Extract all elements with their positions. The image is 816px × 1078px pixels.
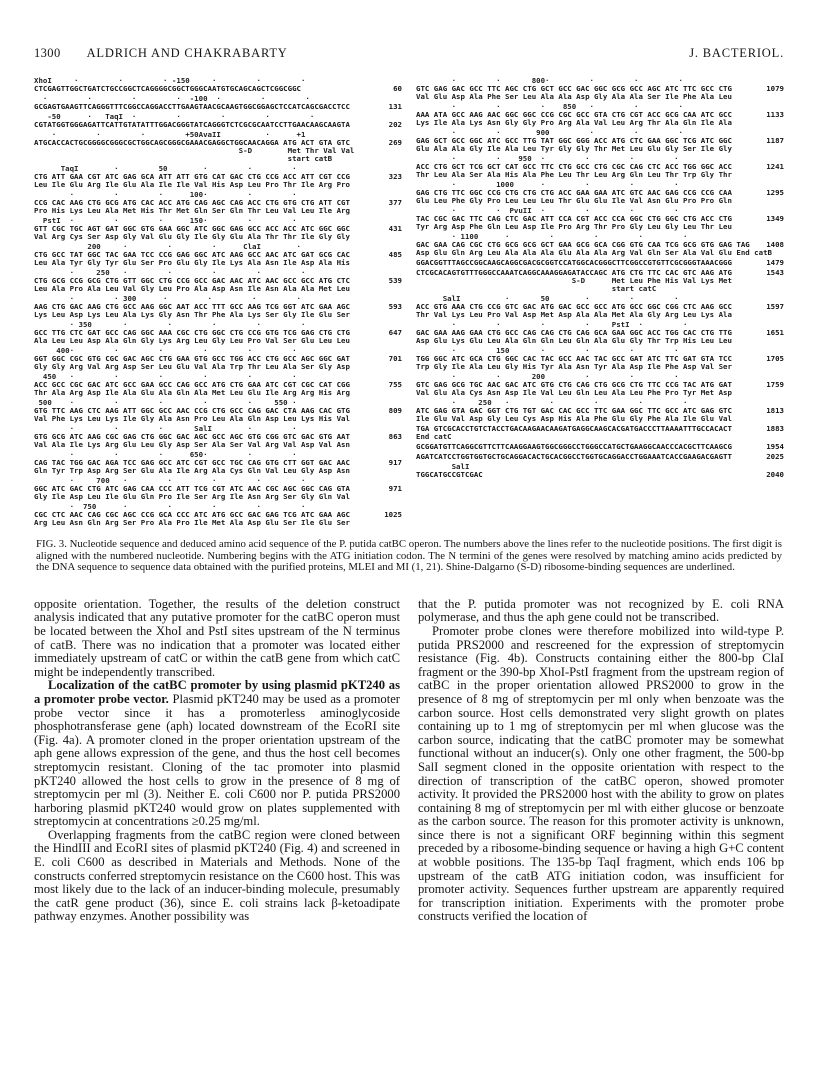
position-number: 593: [388, 302, 402, 311]
nucleotide-sequence: GTC GAG GCG TGC AAC GAC ATC GTG CTG CAG CTG GCG CTG TTC CCG TAC ATG GAT: [416, 381, 732, 389]
nucleotide-sequence: AAG CTG GAC AAG CTG GCC AAG GGC AAT ACC TTT GCC AAG TCG GGT ATC GAA AGC: [34, 303, 350, 311]
position-markers: · · · 650· · ·: [34, 451, 297, 459]
nucleotide-line: [416, 215, 784, 223]
position-number: 1133: [766, 110, 784, 119]
sequence-block: [416, 373, 784, 397]
amino-acid-sequence: Trp Gly Ile Ala Leu Gly His Tyr Ala Asn Tyr Ala Asp Ile Phe Asp Val Ser: [416, 363, 732, 371]
sequence-block: [34, 451, 402, 475]
sequence-block: [34, 425, 402, 449]
position-number: 809: [388, 406, 402, 415]
amino-acid-sequence: S-D Met Thr Val Val: [34, 147, 355, 155]
position-markers: SalI: [416, 463, 470, 471]
amino-acid-sequence: Lys Leu Asp Lys Leu Ala Lys Gly Asn Thr Phe Ala Lys Ser Gly Ile Glu Ser: [34, 311, 350, 319]
nucleotide-line: [34, 277, 402, 285]
nucleotide-line: [416, 425, 784, 433]
sequence-block: [416, 155, 784, 179]
nucleotide-sequence: ACC CTG GCT TCG GCT CAT GCC TTC CTG GCC CTG CGC CAG CTC ACC TGG GGC ACC: [416, 163, 732, 171]
position-markers: 500 · · · · · 550 ·: [34, 399, 297, 407]
sequence-block: [34, 77, 402, 93]
nucleotide-sequence: GGACGGTTTAGCCGGCAAGCAGGCGACGCGGTCCATGGCACGGGCTTCGGCCGTGTTCGCGGGTAAACGGG: [416, 259, 732, 267]
nucleotide-sequence: CTG GCC TAT GGC TAC GAA TCC CCG GAG GGC ATC AAG GCC AAC ATC GAT GCG CAC: [34, 251, 350, 259]
position-number: 701: [388, 354, 402, 363]
position-number: 1295: [766, 188, 784, 197]
sequence-block: [416, 443, 784, 451]
nucleotide-line: [34, 485, 402, 493]
sequence-block: [416, 453, 784, 461]
sequence-block: [34, 503, 402, 527]
position-markers: · 150 · · · ·: [416, 347, 679, 355]
nucleotide-sequence: AGATCATCCTGGTGGTGCTGCAGGACACTGCACGGCCTGGTGCAGGACCTGGAAATCACCGAAGACGAGTT: [416, 453, 732, 461]
amino-acid-sequence: Glu Ala Ala Gly Ile Ala Leu Tyr Gly Gly Thr Met Leu Glu Gly Ser Ile Gly: [416, 145, 732, 153]
position-number: 269: [388, 138, 402, 147]
nucleotide-sequence: GCGAGTGAAGTTCAGGGTTTCGGCCAGGACCTTGAAGTAACGCAAGTGGCGGAGCTCCATCAGCGACCTCC: [34, 103, 350, 111]
amino-acid-sequence: Arg Leu Asn Gln Arg Ser Pro Ala Pro Ile Met Ala Asp Glu Ser Ile Glu Ser: [34, 519, 350, 527]
sequence-block: [34, 477, 402, 501]
position-number: 1349: [766, 214, 784, 223]
amino-acid-sequence: Thr Leu Ala Ser Ala His Ala Phe Leu Thr Leu Arg Gln Leu Thr Trp Gly Thr: [416, 171, 732, 179]
position-number: 1079: [766, 84, 784, 93]
sequence-block: [416, 129, 784, 153]
position-number: 1883: [766, 424, 784, 433]
sequence-block: [34, 217, 402, 241]
position-markers: · 700 · · · · ·: [34, 477, 306, 485]
sequence-block: [416, 233, 784, 257]
nucleotide-line: [34, 173, 402, 181]
paragraph: Overlapping fragments from the catBC region were cloned between the HindIII and EcoRI sites of plasmid pKT240 (Fig. 4) and screened in E. coli C600 as described in Materials and Methods. None of the constructs conferred streptomycin resistance on the C600 host. This was most likely due to the lack of an inducer-binding molecule, presumably the catR gene product (36), since E. coli strains lack β-ketoadipate pathway enzymes. Another possibility was: [34, 827, 400, 924]
nucleotide-line: [34, 199, 402, 207]
sequence-block: [416, 425, 784, 441]
nucleotide-line: [416, 329, 784, 337]
nucleotide-line: [34, 225, 402, 233]
position-number: 1705: [766, 354, 784, 363]
sequence-block: [416, 269, 784, 293]
position-markers: · 1100 · · · · ·: [416, 233, 688, 241]
nucleotide-sequence: GGT GGC CGC GTG CGC GAC AGC CTG GAA GTG GCC TGG ACC CTG GCC AGC GGC GAT: [34, 355, 350, 363]
position-markers: · · · 850 · · ·: [416, 103, 683, 111]
nucleotide-sequence: GCGGATGTTCAGGCGTTCTTCAAGGAAGTGGCGGGCCTGGGCCATGCTGAAGGCAACCCACGCTTCAAGCG: [416, 443, 732, 451]
position-markers: · · 200 · · ·: [416, 373, 679, 381]
nucleotide-sequence: AAA ATA GCC AAG AAC GGC GGC CCG CGC GCC GTA CTG CGT ACC GCG CAA ATC GCC: [416, 111, 732, 119]
nucleotide-line: [34, 303, 402, 311]
nucleotide-line: [34, 407, 402, 415]
nucleotide-sequence: ATGCACCACTGCGGGGCGGGCGCTGGCAGCGGGCGAAACGAGGCTGGCAACAGGA ATG ACT GTA GTC: [34, 139, 350, 147]
sequence-block: [34, 399, 402, 423]
nucleotide-sequence: GGC ATC GAC CTG ATC GAG CAA CCC ATT TCG CGT ATC AAC CGC AGC GGC CAG GTA: [34, 485, 350, 493]
section-heading: Localization of the catBC promoter by using plasmid pKT240 as a promoter probe vector.: [34, 678, 400, 706]
position-markers: 450 · · · · · ·: [34, 373, 297, 381]
amino-acid-sequence: Val Phe Lys Leu Lys Ile Gly Ala Asn Pro Leu Ala Gln Asp Leu Lys His Val: [34, 415, 350, 423]
article-body: [34, 598, 784, 924]
sequence-block: [34, 165, 402, 189]
nucleotide-line: [416, 137, 784, 145]
position-number: 1025: [384, 510, 402, 519]
sequence-block: [34, 113, 402, 129]
nucleotide-sequence: ACC GTG AAA CTG CCG GTC GAC ATG GAC GCC GCC ATG GCC GGC CGG CTC AAG GCC: [416, 303, 732, 311]
amino-acid-sequence: Val Arg Cys Ser Asp Gly Val Glu Gly Ile Gly Glu Ala Thr Thr Ile Gly Gly: [34, 233, 350, 241]
position-markers: · · PvuII · · · ·: [416, 207, 679, 215]
sequence-block: [34, 295, 402, 319]
amino-acid-sequence: Gln Tyr Trp Asp Arg Ser Glu Ala Ile Arg Ala Cys Gln Val Leu Gly Asp Asn: [34, 467, 350, 475]
nucleotide-line: [34, 85, 402, 93]
sequence-block: [34, 95, 402, 111]
nucleotide-sequence: TGGCATGCCGTCGAC: [416, 471, 483, 479]
sequence-block: [416, 321, 784, 345]
position-number: 202: [388, 120, 402, 129]
nucleotide-sequence: CGTATGGTGGGAGATTCATTGTATATTTGGACGGGTATCAGGGTCTCGCGCAATCCTTGAACAAGCAAGTA: [34, 121, 350, 129]
position-markers: 400· · · · · ·: [34, 347, 297, 355]
position-number: 131: [388, 102, 402, 111]
sequence-block: [416, 103, 784, 127]
nucleotide-line: [416, 303, 784, 311]
position-number: 1759: [766, 380, 784, 389]
position-number: 1813: [766, 406, 784, 415]
gene-annotation: start catB: [34, 155, 333, 163]
nucleotide-line: [416, 189, 784, 197]
paragraph: that the P. putida promoter was not recognized by E. coli RNA polymerase, and thus the aph gene could not be transcribed.: [418, 596, 784, 625]
amino-acid-sequence: Asp Glu Gln Arg Leu Ala Ala Ala Glu Ala Ala Arg Val Gln Ser Ala Val Glu End catB: [416, 249, 772, 257]
nucleotide-sequence: CTCGCACAGTGTTTGGGCCAAATCAGGCAAAGGAGATACCAGC ATG CTG TTC CAC GTC AAG ATG: [416, 269, 732, 277]
amino-acid-sequence: Ile Glu Val Asp Gly Leu Cys Asp His Ala Phe Glu Gly Phe Ala Ile Glu Val: [416, 415, 732, 423]
position-markers: TaqI · 50 · · ·: [34, 165, 297, 173]
position-markers: · 350 · · · · ·: [34, 321, 306, 329]
sequence-block: [416, 399, 784, 423]
position-number: 971: [388, 484, 402, 493]
nucleotide-sequence: GAC GAA CAG CGC CTG GCG GCG GCT GAA GCG GCA CGG GTG CAA TCG GCG GTG GAG TAG: [416, 241, 750, 249]
position-markers: · 750 · · · · ·: [34, 503, 306, 511]
nucleotide-line: [416, 381, 784, 389]
amino-acid-sequence: Val Glu Asp Ala Phe Ser Leu Ala Ala Asp Gly Ala Ala Ser Ile Phe Ala Leu: [416, 93, 732, 101]
position-number: 1187: [766, 136, 784, 145]
nucleotide-line: [34, 103, 402, 111]
sequence-block: [416, 295, 784, 319]
figure-caption: FIG. 3. Nucleotide sequence and deduced amino acid sequence of the P. putida catBC operon. The numbers above the lines refer to the nucleotide positions. The first digit is aligned with the numbered nucleotide. Numbering begins with the ATG initiation codon. The N termini of the genes were resolved by matching amino acids predicted by the DNA sequence to sequence data obtained with the purified proteins, MLEI and MI (1, 21). Shine-Dalgarno (S-D) ribosome-binding sequences are underlined.: [36, 538, 782, 574]
position-markers: SalI · 50 · · ·: [416, 295, 679, 303]
position-markers: · · 950 · · · ·: [416, 155, 679, 163]
position-number: 377: [388, 198, 402, 207]
position-markers: · · 800· · · ·: [416, 77, 683, 85]
position-number: 485: [388, 250, 402, 259]
position-number: 323: [388, 172, 402, 181]
nucleotide-line: [416, 443, 784, 451]
position-number: 917: [388, 458, 402, 467]
running-title: ALDRICH AND CHAKRABARTY: [86, 46, 288, 60]
nucleotide-sequence: CTG GCG CCG GCG CTG GTT GGC CTG CCG GCC GAC AAC ATC AAC GCC GCC ATG CTC: [34, 277, 350, 285]
nucleotide-sequence: CGC CTC AAC CAG CGC AGC CCG GCA CCC ATC ATG GCC GAC GAG TCG ATC GAA AGC: [34, 511, 350, 519]
gene-annotation: start catC: [416, 285, 657, 293]
position-number: 1597: [766, 302, 784, 311]
figure-3-sequence: [34, 77, 784, 529]
nucleotide-sequence: GTG GCG ATC AAG CGC GAG CTG GGC GAC AGC GCC AGC GTG CGG GTC GAC GTG AAT: [34, 433, 350, 441]
nucleotide-line: [416, 163, 784, 171]
nucleotide-line: [34, 251, 402, 259]
sequence-block: [34, 347, 402, 371]
nucleotide-sequence: GAG GCT GCC GGC ATC GCC TTG TAT GGC GGG ACC ATG CTC GAA GGC TCG ATC GGC: [416, 137, 732, 145]
position-markers: PstI · · · 150· · ·: [34, 217, 297, 225]
position-markers: · · 900 · · ·: [416, 129, 683, 137]
nucleotide-sequence: GTG TTC AAG CTC AAG ATT GGC GCC AAC CCG CTG GCC CAG GAC CTA AAG CAC GTG: [34, 407, 350, 415]
position-number: 1651: [766, 328, 784, 337]
nucleotide-sequence: GAG CTG TTC GGC CCG CTG CTG CTG ACC GAA GAA ATC GTC AAC GAG CCG CCG CAA: [416, 189, 732, 197]
position-markers: · · · SalI · ·: [34, 425, 297, 433]
nucleotide-line: [34, 355, 402, 363]
nucleotide-line: [34, 511, 402, 519]
amino-acid-sequence: Pro His Lys Leu Ala Met His Thr Met Gln Ser Gln Thr Leu Val Leu Ile Arg: [34, 207, 350, 215]
amino-acid-sequence: Leu Ala Pro Ala Leu Val Gly Leu Pro Ala Asp Asn Ile Asn Ala Ala Met Leu: [34, 285, 350, 293]
nucleotide-line: [34, 139, 402, 147]
nucleotide-sequence: CCG CAC AAG CTG GCG ATG CAC ACC ATG CAG AGC CAG ACC CTG GTG CTG ATT CGT: [34, 199, 350, 207]
nucleotide-line: [34, 433, 402, 441]
amino-acid-sequence: Glu Leu Phe Gly Pro Leu Leu Leu Thr Glu Glu Ile Val Asn Glu Pro Pro Gln: [416, 197, 732, 205]
position-number: 2025: [766, 452, 784, 461]
amino-acid-sequence: Lys Ile Ala Lys Asn Gly Gly Pro Arg Ala Val Leu Arg Thr Ala Gln Ile Ala: [416, 119, 732, 127]
sequence-block: [416, 207, 784, 231]
text-column-right: [418, 598, 784, 924]
position-markers: · · 300 · · · ·: [34, 295, 301, 303]
amino-acid-sequence: Val Glu Ala Cys Asn Asp Ile Val Leu Gln Leu Ala Leu Phe Pro Tyr Met Asp: [416, 389, 732, 397]
nucleotide-line: [416, 269, 784, 277]
nucleotide-line: [34, 329, 402, 337]
amino-acid-sequence: Asp Glu Lys Glu Leu Ala Gln Gln Leu Gln Ala Glu Gly Thr Trp His Leu Leu: [416, 337, 732, 345]
nucleotide-sequence: TGA GTCGCACCTGTCTACCTGACAAGAACAAGATGAGGCAAGCACGATGACCCTTAAAATTTGCCACACT: [416, 425, 732, 433]
sequence-block: [34, 243, 402, 267]
paragraph: opposite orientation. Together, the results of the deletion construct analysis indicated that any putative promoter for the catBC operon must be located between the XhoI and PstI sites upstream of the N terminus of catB. There was no indication that a promoter was located either immediately upstream of catC or within the catB gene from which catC might be independently transcribed.: [34, 596, 400, 679]
amino-acid-sequence: Thr Ala Arg Asp Ile Ala Glu Ala Gln Ala Met Leu Glu Ile Arg Arg His Arg: [34, 389, 350, 397]
position-number: 1543: [766, 268, 784, 277]
sequence-block: [34, 191, 402, 215]
sequence-block: [416, 347, 784, 371]
position-markers: · 250 · · · · ·: [34, 269, 306, 277]
position-markers: · · · · PstI · ·: [416, 321, 688, 329]
journal-name: J. BACTERIOL.: [689, 46, 784, 60]
nucleotide-line: [416, 407, 784, 415]
page-number: 1300: [34, 46, 61, 60]
page-header: [34, 46, 784, 61]
sequence-block: [34, 131, 402, 163]
nucleotide-sequence: GCC TTG CTC GAT GCC CAG GGC AAA CGC CTG GGC CTG CCG GTG TCG GAG CTG CTG: [34, 329, 350, 337]
position-markers: · · · 100· · ·: [34, 191, 297, 199]
position-markers: · · · · -100 · · ·: [34, 95, 310, 103]
amino-acid-sequence: Gly Gly Arg Val Arg Asp Ser Leu Glu Val Ala Trp Thr Leu Ala Ser Gly Asp: [34, 363, 350, 371]
position-markers: XhoI · · · -150 · · ·: [34, 77, 306, 85]
position-number: 1479: [766, 258, 784, 267]
nucleotide-sequence: TAC CGC GAC TTC CAG CTC GAC ATT CCA CGT ACC CCA GGC CTG GGC CTG ACC CTG: [416, 215, 732, 223]
position-number: 1408: [766, 240, 784, 249]
amino-acid-sequence: Tyr Arg Asp Phe Gln Leu Asp Ile Pro Arg Thr Pro Gly Leu Gly Leu Thr Leu: [416, 223, 732, 231]
sequence-column-right: [416, 77, 784, 529]
sequence-block: [34, 321, 402, 345]
position-number: 1954: [766, 442, 784, 451]
position-number: 431: [388, 224, 402, 233]
nucleotide-line: [416, 471, 784, 479]
position-number: 2040: [766, 470, 784, 479]
paragraph: Promoter probe clones were therefore mobilized into wild-type P. putida PRS2000 and rescreened for the expression of streptomycin resistance (Fig. 4b). Constructs containing either the 800-bp ClaI fragment or the 390-bp XhoI-PstI fragment from the upstream region of catBC in the proper orientation allowed PRS2000 to grow in the presence of 8 mg of streptomycin per ml only when benzoate was the carbon source. Host cells demonstrated very slight growth on plates containing up to 1 mg of streptomycin per ml when glucose was the carbon source, indicating that the catBC promoter may be somewhat functional without an inducer(s). Only one other fragment, the 500-bp SalI segment cloned in the opposite orientation with respect to the direction of transcription of the catBC operon, showed promoter activity. It provided the PRS2000 host with the ability to grow on plates containing 8 mg of streptomycin per ml with either glucose or benzoate as the carbon source. The reason for this promoter activity is unknown, since there is not a significant ORF beginning within this segment preceded by a ribosome-binding sequence or having a high G+C content at wobble positions. The 135-bp TaqI fragment, which ends 106 bp upstream of the catB ATG initiation codon, was insufficient for promoter activity. Sequences further upstream are apparently required for transcription initiation. Experiments with the promoter probe constructs verified the location of: [418, 623, 784, 924]
position-markers: · 250 · · · · ·: [416, 399, 688, 407]
amino-acid-sequence: S-D Met Leu Phe His Val Lys Met: [416, 277, 732, 285]
amino-acid-sequence: Thr Val Lys Leu Pro Val Asp Met Asp Ala Ala Met Ala Gly Arg Leu Lys Ala: [416, 311, 732, 319]
nucleotide-sequence: TGG GGC ATC GCA CTG GGC CAC TAC GCC AAC TAC GCC GAT ATC TTC GAT GTA TCC: [416, 355, 732, 363]
position-markers: · · · +50AvaII · +1: [34, 131, 306, 139]
sequence-block: [416, 463, 784, 479]
nucleotide-line: [416, 355, 784, 363]
position-number: 60: [393, 84, 402, 93]
nucleotide-sequence: ACC GCC CGC GAC ATC GCC GAA GCC CAG GCC ATG CTG GAA ATC CGT CGC CAT CGG: [34, 381, 350, 389]
position-number: 647: [388, 328, 402, 337]
amino-acid-sequence: Val Ala Ile Lys Arg Glu Leu Gly Asp Ser Ala Ser Val Arg Val Asp Val Asn: [34, 441, 350, 449]
sequence-block: [34, 269, 402, 293]
amino-acid-sequence: Gly Ile Asp Leu Ile Glu Gln Pro Ile Ser Arg Ile Asn Arg Ser Gly Gln Val: [34, 493, 350, 501]
nucleotide-sequence: ATC GAG GTA GAC GGT CTG TGT GAC CAC GCC TTC GAA GGC TTC GCC ATC GAG GTC: [416, 407, 732, 415]
nucleotide-line: [34, 459, 402, 467]
nucleotide-sequence: CAG TAC TGG GAC AGA TCC GAG GCC ATC CGT GCC TGC CAG GTG CTT GGT GAC AAC: [34, 459, 350, 467]
position-number: 1241: [766, 162, 784, 171]
nucleotide-sequence: CTG ATT GAA CGT ATC GAG GCA ATT ATT GTG CAT GAC CTG CCG ACC ATT CGT CCG: [34, 173, 350, 181]
nucleotide-sequence: GTT CGC TGC AGT GAT GGC GTG GAA GGC ATC GGC GAG GCC ACC ACC ATC GGC GGC: [34, 225, 350, 233]
sequence-block: [416, 181, 784, 205]
sequence-column-left: [34, 77, 402, 529]
nucleotide-sequence: CTCGAGTTGGCTGATCTGCCGGCTCAGGGGCGGCTGGGCAATGTGCAGCAGCTCGGCGGC: [34, 85, 301, 93]
nucleotide-sequence: GAC GAA AAG GAA CTG GCC CAG CAG CTG CAG GCA GAA GGC ACC TGG CAC CTG TTG: [416, 329, 732, 337]
position-markers: · 1000 · · · ·: [416, 181, 679, 189]
nucleotide-line: [416, 85, 784, 93]
amino-acid-sequence: Leu Ala Tyr Gly Tyr Glu Ser Pro Glu Gly Ile Lys Ala Asn Ile Asp Ala His: [34, 259, 350, 267]
amino-acid-sequence: Leu Ile Glu Arg Ile Glu Ala Ile Ile Val His Asp Leu Pro Thr Ile Arg Pro: [34, 181, 350, 189]
position-number: 863: [388, 432, 402, 441]
nucleotide-line: [416, 241, 784, 249]
position-number: 755: [388, 380, 402, 389]
position-markers: -50 · TaqI · · · · ·: [34, 113, 315, 121]
paragraph: Localization of the catBC promoter by using plasmid pKT240 as a promoter probe vector. Plasmid pKT240 may be used as a promoter probe vector since it has a promoterless aminoglycoside phosphotransferase gene (aph) located downstream of the EcoRI site (Fig. 4a). A promoter cloned in the proper orientation upstream of the aph gene allows expression of the gene, and thus the host cell becomes streptomycin resistant. Cloning of the tac promoter into plasmid pKT240 allowed the host cells to grow in the presence of 8 mg of streptomycin per ml (3). Neither E. coli C600 nor P. putida PRS2000 harboring plasmid pKT240 would grow on plates supplemented with streptomycin at concentrations ≥0.25 mg/ml.: [34, 678, 400, 829]
sequence-block: [416, 77, 784, 101]
position-markers: 200 · · · ClaI ·: [34, 243, 301, 251]
sequence-block: [34, 373, 402, 397]
sequence-block: [416, 259, 784, 267]
nucleotide-line: [34, 121, 402, 129]
nucleotide-line: [34, 381, 402, 389]
amino-acid-sequence: Ala Leu Leu Asp Ala Gln Gly Lys Arg Leu Gly Leu Pro Val Ser Glu Leu Leu: [34, 337, 350, 345]
nucleotide-line: [416, 453, 784, 461]
nucleotide-line: [416, 259, 784, 267]
text-column-left: [34, 598, 400, 924]
nucleotide-line: [416, 111, 784, 119]
nucleotide-sequence: GTC GAG GAC GCC TTC AGC CTG GCT GCC GAC GGC GCG GCC AGC ATC TTC GCC CTG: [416, 85, 732, 93]
position-number: 539: [388, 276, 402, 285]
amino-acid-sequence: End catC: [416, 433, 452, 441]
